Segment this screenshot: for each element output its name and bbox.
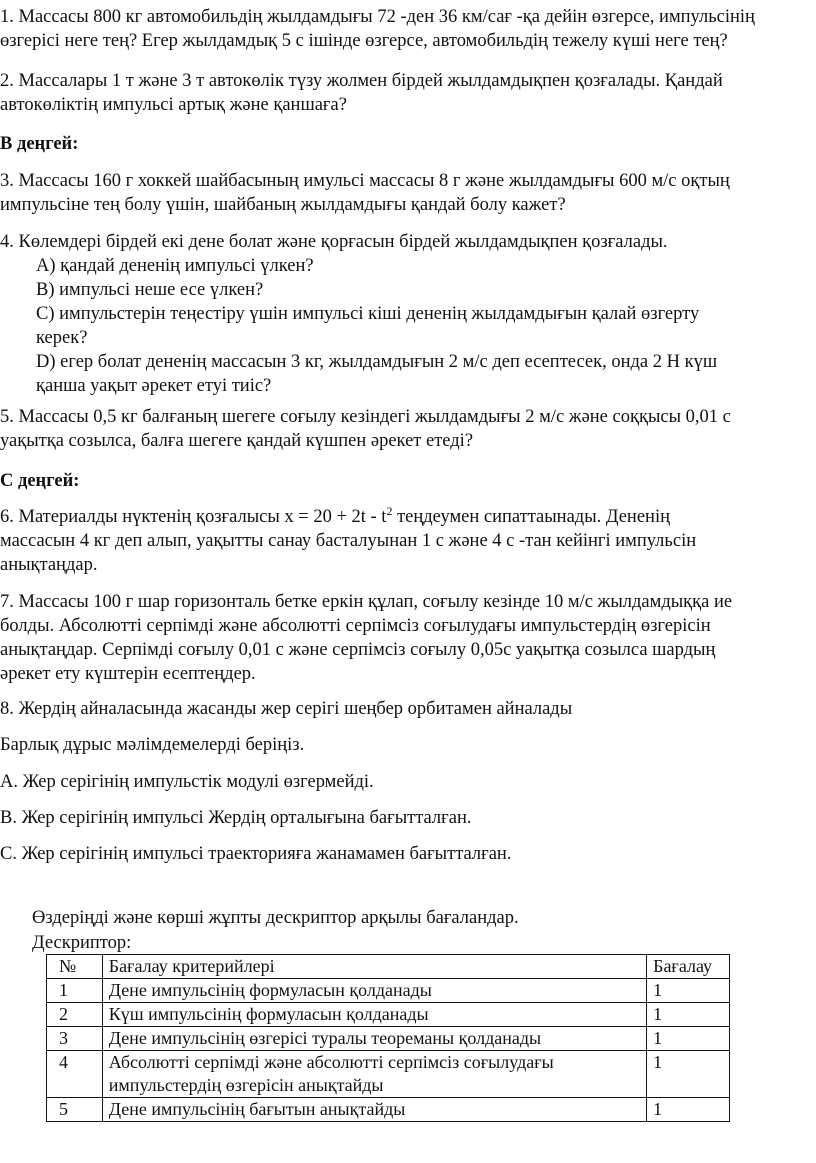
table-row (47, 1003, 730, 1027)
question-7-line-2: болды. Абсолютті серпімді және абсолютті серпімсіз соғылудағы импульстердің өзгерісін (0, 616, 711, 636)
table-header-row (47, 955, 730, 979)
question-4-intro (0, 230, 812, 254)
row-number: 1 (47, 979, 103, 1003)
row-criterion: Дене импульсінің бағытын анықтайды (102, 1098, 646, 1122)
question-8-option-c (0, 842, 812, 866)
row-number: 3 (47, 1027, 103, 1051)
question-8-prompt (0, 733, 812, 757)
question-6-line-1-end: теңдеумен сипаттаынады. Дененің (392, 507, 670, 527)
question-6-equation-text: 6. Материалды нүктенің қозғалысы х = 20 + 2t - t (0, 507, 387, 527)
row-number: 2 (47, 1003, 103, 1027)
descriptor-label: Дескриптор: (32, 933, 132, 953)
question-1-line-2: өзгерісі неге тең? Егер жылдамдық 5 с ішінде өзгерсе, автомобильдің тежелу күші неге тең? (0, 31, 728, 51)
row-criterion-line-2: импульстердің өзгерісін анықтайды (108, 1075, 384, 1095)
question-8-option-b-text: В. Жер серігінің импульсі Жердің орталығына бағытталған. (0, 808, 472, 828)
question-4-option-c-line-2: керек? (36, 328, 88, 348)
question-6-exponent: 2 (386, 504, 393, 518)
row-criterion-line-1: Абсолютті серпімді және абсолютті серпімсіз соғылудағы (108, 1052, 554, 1072)
question-3-line-1: 3. Массасы 160 г хоккей шайбасының имульсі массасы 8 г және жылдамдығы 600 м/с оқтың (0, 171, 730, 191)
level-c-heading: С деңгей: (0, 471, 80, 491)
evaluation-title: Өздеріңді және көрші жұпты дескриптор арқылы бағаландар. (32, 908, 519, 928)
question-8-option-a (0, 770, 812, 794)
row-criterion: Күш импульсінің формуласын қолданады (102, 1003, 646, 1027)
descriptor-table (46, 954, 730, 1122)
question-4-option-b: B) импульсі неше есе үлкен? (36, 280, 264, 300)
row-number: 4 (47, 1051, 103, 1098)
table-row (47, 1098, 730, 1122)
question-8-text (0, 697, 812, 721)
question-1 (0, 5, 812, 53)
question-7-line-4: әрекет ету күштерін есептеңдер. (0, 664, 256, 684)
row-score: 1 (647, 1003, 730, 1027)
question-4-options (36, 254, 717, 398)
question-3-line-2: импульсіне тең болу үшін, шайбаның жылдамдығы қандай болу кажет? (0, 195, 566, 215)
question-8-option-b (0, 806, 812, 830)
level-b-heading: В деңгей: (0, 134, 79, 154)
question-6-line-1 (0, 505, 812, 529)
question-5-line-2: уақытқа созылса, балға шегеге қандай күшпен әрекет етеді? (0, 431, 474, 451)
table-row (47, 1051, 730, 1098)
row-score: 1 (647, 1051, 730, 1098)
question-6-line-3: анықтаңдар. (0, 555, 98, 575)
question-2-line-1: 2. Массалары 1 т және 3 т автокөлік түзу жолмен бірдей жылдамдықпен қозғалады. Қандай (0, 71, 723, 91)
row-criterion: Дене импульсінің формуласын қолданады (102, 979, 646, 1003)
question-1-line-1: 1. Массасы 800 кг автомобильдің жылдамдығы 72 -ден 36 км/сағ -қа дейін өзгерсе, импульсінің (0, 7, 755, 27)
question-7 (0, 590, 812, 686)
question-5 (0, 405, 812, 453)
row-score: 1 (647, 1098, 730, 1122)
question-8-prompt-text: Барлық дұрыс мәлімдемелерді беріңіз. (0, 735, 305, 755)
header-criteria: Бағалау критерийлері (102, 955, 646, 979)
row-score: 1 (647, 1027, 730, 1051)
row-criterion: Дене импульсінің өзгерісі туралы теореманы қолданады (102, 1027, 646, 1051)
question-4-option-c-line-1: C) импульстерін теңестіру үшін импульсі кіші дененің жылдамдығын қалай өзгерту (36, 304, 700, 324)
row-criterion (102, 1051, 646, 1098)
question-5-line-1: 5. Массасы 0,5 кг балғаның шегеге соғылу кезіндегі жылдамдығы 2 м/с және соққысы 0,01 с (0, 407, 731, 427)
question-2-line-2: автокөліктің импульсі артық және қаншаға? (0, 95, 347, 115)
header-score: Бағалау (647, 955, 730, 979)
table-row (47, 1027, 730, 1051)
question-6 (0, 505, 812, 577)
question-7-line-3: анықтаңдар. Серпімді соғылу 0,01 с және серпімсіз соғылу 0,05с уақытқа созылса шардың (0, 640, 716, 660)
question-8-option-a-text: А. Жер серігінің импульстік модулі өзгермейді. (0, 772, 374, 792)
question-4-option-d-line-2: қанша уақыт әрекет етуі тиіс? (36, 376, 272, 396)
question-8-statement: 8. Жердің айналасында жасанды жер серігі шеңбер орбитамен айналады (0, 699, 573, 719)
question-4-option-d-line-1: D) егер болат дененің массасын 3 кг, жылдамдығын 2 м/с деп есептесек, онда 2 Н күш (36, 352, 718, 372)
question-3 (0, 169, 812, 217)
question-4-intro-text: 4. Көлемдері бірдей екі дене болат және қорғасын бірдей жылдамдықпен қозғалады. (0, 232, 668, 252)
question-2 (0, 69, 812, 117)
header-number: № (47, 955, 103, 979)
table-row (47, 979, 730, 1003)
question-8-option-c-text: С. Жер серігінің импульсі траекторияға жанамамен бағытталған. (0, 844, 512, 864)
question-7-line-1: 7. Массасы 100 г шар горизонталь бетке еркін құлап, соғылу кезінде 10 м/с жылдамдыққа ие (0, 592, 733, 612)
row-score: 1 (647, 979, 730, 1003)
question-4-option-a: A) қандай дененің импульсі үлкен? (36, 256, 314, 276)
question-6-line-2: массасын 4 кг деп алып, уақытты санау басталуынан 1 с және 4 с -тан кейінгі импульсін (0, 531, 697, 551)
row-number: 5 (47, 1098, 103, 1122)
